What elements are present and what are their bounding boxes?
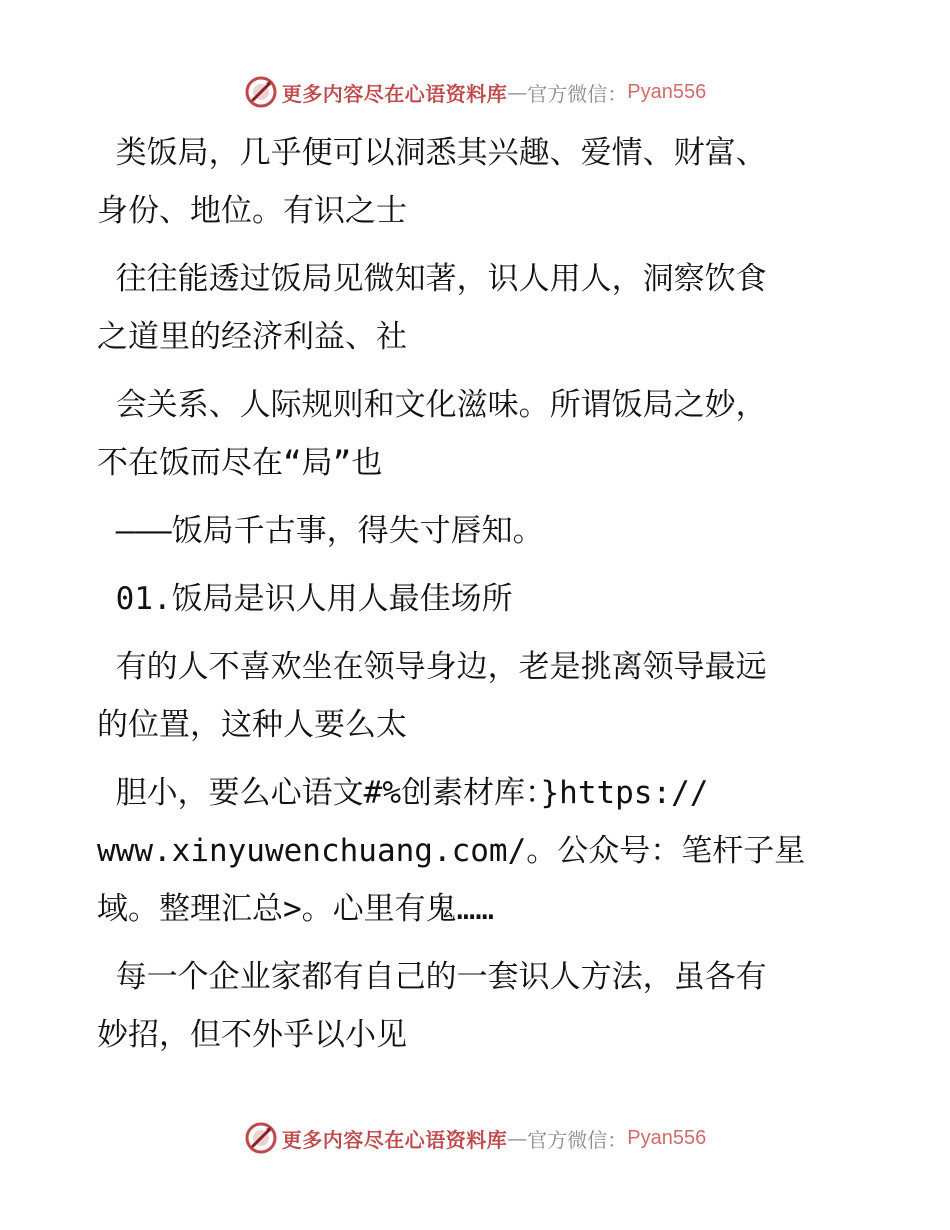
document-body: [97, 124, 837, 1064]
footer-dash: —: [507, 1126, 528, 1150]
body-line: 域。整理汇总>。心里有鬼……: [97, 891, 494, 927]
footer-wechat-id: Pyan556: [627, 1126, 707, 1149]
body-line: 的位置，这种人要么太: [97, 707, 407, 743]
body-line: 不在饭而尽在“局”也: [97, 445, 383, 481]
body-line: 胆小，要么心语文#%创素材库：}https://: [97, 775, 709, 811]
header-wechat-id: Pyan556: [627, 80, 707, 103]
brand-logo-icon: [244, 1121, 278, 1155]
header-wechat-label: 官方微信：: [527, 81, 628, 106]
body-line: www.xinyuwenchuang.com/。公众号：笔杆子星: [97, 833, 806, 869]
footer-watermark-banner: [0, 1118, 950, 1158]
header-dash: —: [507, 80, 528, 104]
body-line: 会关系、人际规则和文化滋味。所谓饭局之妙，: [97, 387, 767, 423]
body-line: ———饭局千古事，得失寸唇知。: [97, 513, 544, 549]
header-site-text: 更多内容尽在心语资料库: [281, 81, 508, 106]
footer-wechat-label: 官方微信：: [527, 1127, 628, 1152]
body-line: 有的人不喜欢坐在领导身边，老是挑离领导最远: [97, 649, 767, 685]
body-line: 每一个企业家都有自己的一套识人方法，虽各有: [97, 959, 767, 995]
brand-logo-icon: [244, 75, 278, 109]
body-line: 之道里的经济利益、社: [97, 319, 407, 355]
body-line: 往往能透过饭局见微知著，识人用人，洞察饮食: [97, 261, 767, 297]
footer-site-text: 更多内容尽在心语资料库: [281, 1127, 508, 1152]
body-line: 妙招，但不外乎以小见: [97, 1017, 407, 1053]
section-heading: 01.饭局是识人用人最佳场所: [97, 581, 513, 617]
header-watermark-banner: [0, 72, 950, 112]
body-line: 类饭局，几乎便可以洞悉其兴趣、爱情、财富、: [97, 135, 767, 171]
body-line: 身份、地位。有识之士: [97, 193, 407, 229]
